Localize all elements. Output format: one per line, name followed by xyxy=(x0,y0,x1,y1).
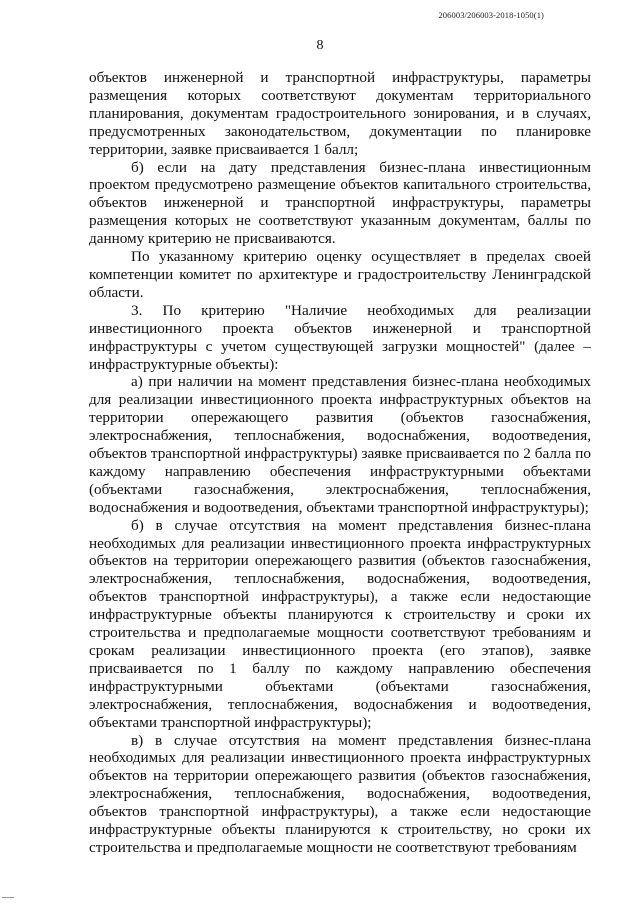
scan-edge-mark xyxy=(2,897,14,898)
paragraph-criterion-2b: б) если на дату представления бизнес-плана инвестиционным проектом предусмотрено размещение объектов капитального строительства, объектов инженерной и транспортной инфраструктуры, параметры размещения которых не соответствуют указанным документам, баллы по данному критерию не присваиваются. xyxy=(89,158,591,248)
paragraph-criterion-2a-end: объектов инженерной и транспортной инфраструктуры, параметры размещения которых соответствуют документам территориального планирования, документам градостроительного зонирования, и в случаях, предусмотренных законодательством, документации по планировке территории, заявке присваивается 1 балл; xyxy=(89,69,591,158)
paragraph-criterion-2-assessor: По указанному критерию оценку осуществляет в пределах своей компетенции комитет по архитектуре и градостроительству Ленинградской области. xyxy=(89,248,591,301)
paragraph-criterion-3-heading: 3. По критерию "Наличие необходимых для реализации инвестиционного проекта объектов инженерной и транспортной инфраструктуры с учетом существующей загрузки мощностей" (далее – инфраструктурные объекты): xyxy=(89,301,591,373)
document-id: 206003/206003-2018-1050(1) xyxy=(438,10,544,20)
paragraph-criterion-3b: б) в случае отсутствия на момент представления бизнес-плана необходимых для реализации инвестиционного проекта инфраструктурных объектов на территории опережающего развития (объектов газоснабжения, электроснабжения, теплоснабжения, водоснабжения, водоотведения, объектов транспортной инфраструктуры), а также если недостающие инфраструктурные объекты планируются к строительству и сроки их строительства и предполагаемые мощности соответствуют требованиям и срокам реализации инвестиционного проекта (его этапов), заявке присваивается по 1 баллу по каждому направлению обеспечения инфраструктурными объектами (объектами газоснабжения, электроснабжения, теплоснабжения, водоснабжения и водоотведения, объектами транспортной инфраструктуры); xyxy=(89,516,591,731)
paragraph-criterion-3a: а) при наличии на момент представления бизнес-плана необходимых для реализации инвестиционного проекта инфраструктурных объектов на территории опережающего развития (объектов газоснабжения, электроснабжения, теплоснабжения, водоснабжения, водоотведения, объектов транспортной инфраструктуры) заявке присваивается по 2 балла по каждому направлению обеспечения инфраструктурными объектами (объектами газоснабжения, электроснабжения, теплоснабжения, водоснабжения и водоотведения, объектами транспортной инфраструктуры); xyxy=(89,373,591,516)
paragraph-criterion-3c: в) в случае отсутствия на момент представления бизнес-плана необходимых для реализации инвестиционного проекта инфраструктурных объектов на территории опережающего развития (объектов газоснабжения, электроснабжения, теплоснабжения, водоснабжения, водоотведения, объектов транспортной инфраструктуры), а также если недостающие инфраструктурные объекты планируются к строительству, но сроки их строительства и предполагаемые мощности не соответствуют требованиям xyxy=(89,731,591,856)
document-body xyxy=(89,69,591,857)
page-number: 8 xyxy=(316,38,324,53)
